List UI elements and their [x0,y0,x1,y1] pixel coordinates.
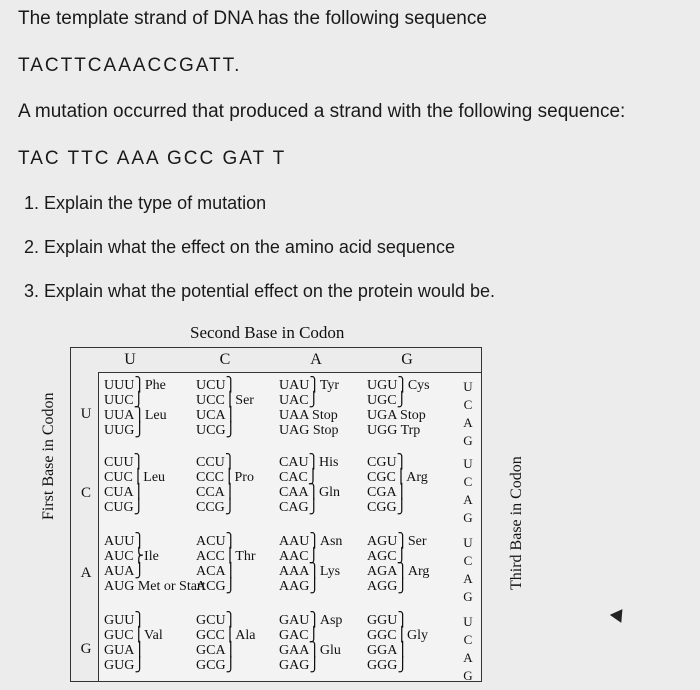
original-sequence: TACTTCAAACCGATT. [18,55,242,76]
cell-g-a: GAU⎫Asp GAC⎭ GAA⎫Glu GAG⎭ [279,613,343,673]
first-base-g: G [80,641,92,657]
cell-g-u: GUU⎫ GUC⎪Val GUA⎪ GUG⎭ [104,613,163,673]
cell-g-c: GCU⎫ GCC⎪Ala GCA⎪ GCG⎭ [196,613,256,673]
cell-a-a: AAU⎫Asn AAC⎭ AAA⎫Lys AAG⎭ [279,534,343,594]
cell-u-a: UAU⎫Tyr UAC⎭ UAA Stop UAG Stop [279,378,340,438]
cell-c-a: CAU⎫His CAC⎭ CAA⎫Gln CAG⎭ [279,455,341,515]
first-base-axis-label: First Base in Codon [40,392,57,520]
third-base-u-group-1: U C A G [463,379,473,448]
first-base-c: C [80,485,91,501]
second-base-u: U [124,351,136,368]
third-base-axis-label: Third Base in Codon [508,456,525,590]
cell-c-c: CCU⎫ CCC⎪Pro CCA⎪ CCG⎭ [196,455,254,515]
cell-u-c: UCU⎫ UCC⎪Ser UCA⎪ UCG⎭ [196,378,254,438]
cell-u-u: UUU⎫Phe UUC⎭ UUA⎫Leu UUG⎭ [104,378,167,438]
third-base-a-group: U C A G [463,535,473,604]
first-base-u: U [80,406,92,422]
question-item-2: 2. Explain what the effect on the amino acid sequence [24,237,455,257]
cell-g-g: GGU⎫ GGC⎪Gly GGA⎪ GGG⎭ [367,613,429,673]
second-base-g: G [401,351,413,368]
cell-c-g: CGU⎫ CGC⎪Arg CGA⎪ CGG⎭ [367,455,428,515]
table-title: Second Base in Codon [190,323,345,342]
cell-a-u: AUU⎫ AUC⎬Ile AUA⎭ AUG Met or Start [104,534,206,594]
cell-a-c: ACU⎫ ACC⎪Thr ACA⎪ ACG⎭ [196,534,256,594]
cell-c-u: CUU⎫ CUC⎪Leu CUA⎪ CUG⎭ [104,455,166,515]
cell-a-g: AGU⎫Ser AGC⎭ AGA⎫Arg AGG⎭ [367,534,430,594]
third-base-g-group: U C A G [463,614,473,683]
question-item-3: 3. Explain what the potential effect on the protein would be. [24,281,495,301]
second-base-a: A [310,351,322,368]
question-item-1: 1. Explain the type of mutation [24,193,267,213]
second-base-c: C [219,351,231,368]
third-base-c-group: U C A G [463,456,473,525]
first-base-a: A [80,565,92,581]
mutated-sequence: TAC TTC AAA GCC GAT T [18,148,287,169]
cell-u-g: UGU⎫Cys UGC⎭ UGA Stop UGG Trp [367,378,430,438]
mutation-intro: A mutation occurred that produced a strand with the following sequence: [18,101,626,122]
question-title: The template strand of DNA has the following sequence [18,8,487,29]
